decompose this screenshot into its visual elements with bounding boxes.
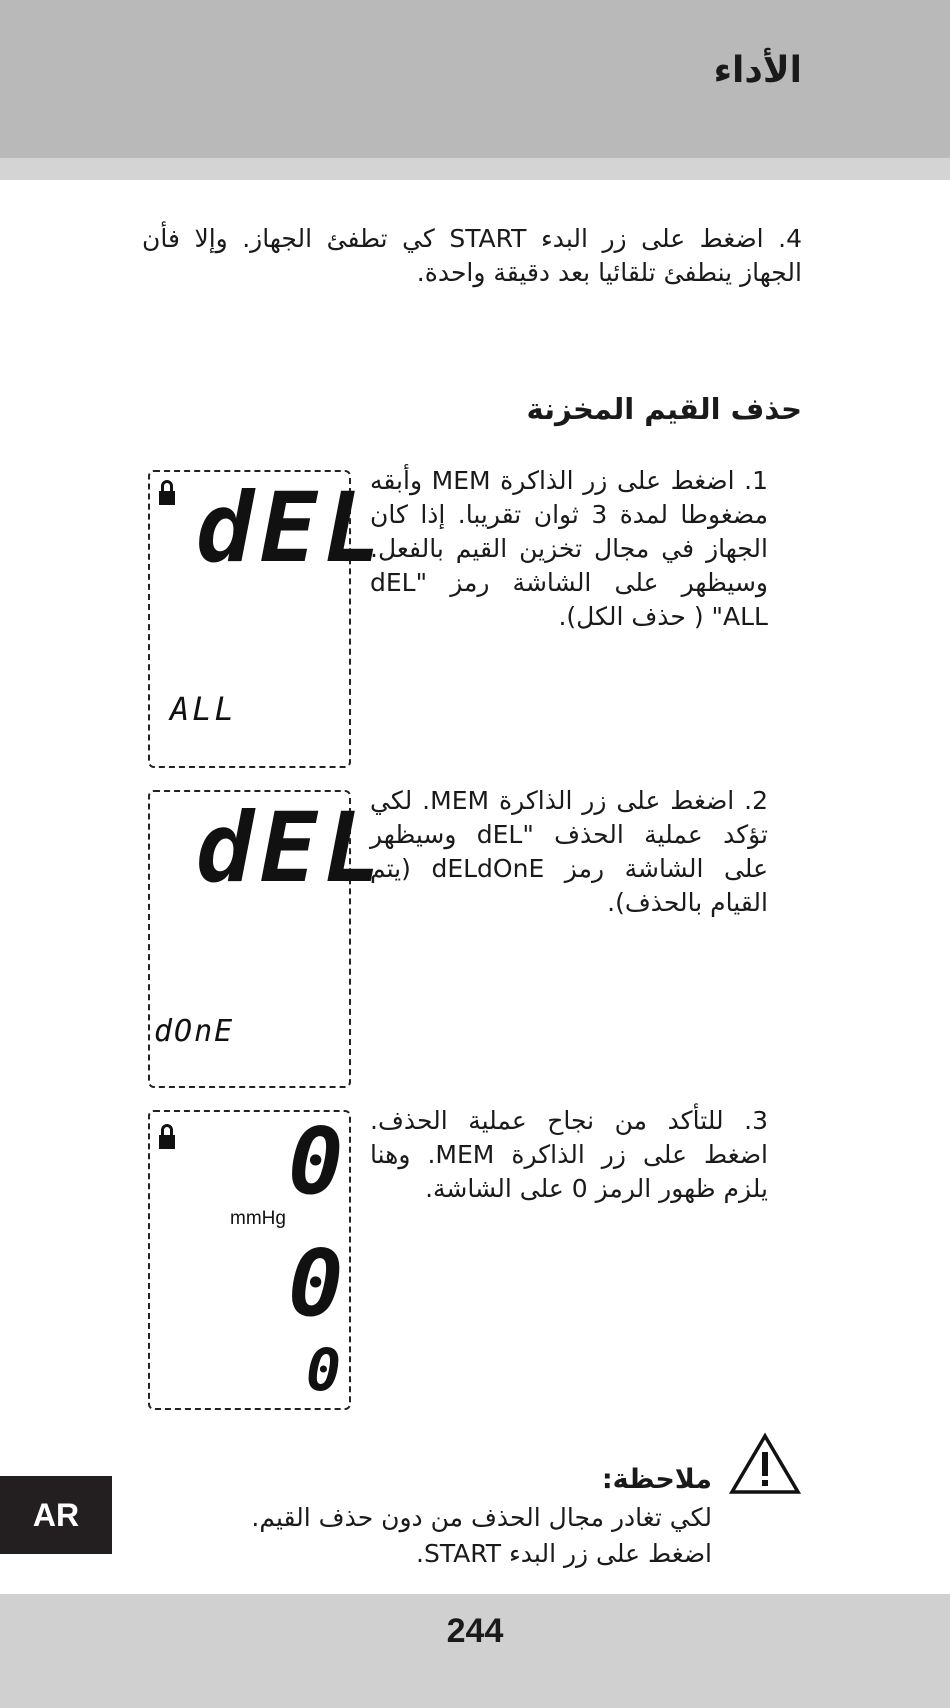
lock-icon <box>159 1124 175 1149</box>
lcd-display-2 <box>148 790 388 1088</box>
intro-step: 4. اضغط على زر البدء START كي تطفئ الجهاز. وإلا فأن الجهاز ينطفئ تلقائيا بعد دقيقة واحدة. <box>142 224 802 287</box>
lock-icon <box>159 480 175 505</box>
header-band <box>0 0 950 158</box>
note-line-2: اضغط على زر البدء START. <box>416 1539 712 1568</box>
lcd-display-3 <box>148 1110 351 1410</box>
lcd-sub-text: dOnE <box>154 1014 235 1049</box>
step-3-text: 3. للتأكد من نجاح عملية الحذف. اضغط على زر الذاكرة MEM. وهنا يلزم ظهور الرمز 0 على الشاشة. <box>370 1106 768 1203</box>
page-number: 244 <box>446 1612 504 1650</box>
language-tab: AR <box>0 1476 112 1554</box>
lcd-sub-text: ALL <box>170 690 237 728</box>
step-1-text: 1. اضغط على زر الذاكرة MEM وأبقه مضغوطا لمدة 3 ثوان تقريبا. إذا كان الجهاز في مجال تخزين القيم بالفعل. وسيظهر على الشاشة رمز "dEL ALL" ( حذف الكل). <box>370 466 768 631</box>
lcd-main-text: dEL <box>196 472 388 584</box>
lcd-display-1 <box>148 470 388 768</box>
lcd-main-text: dEL <box>196 792 388 904</box>
note-title: ملاحظة: <box>601 1464 712 1495</box>
lcd-reading-top: 0 <box>288 1108 344 1215</box>
section-title: حذف القيم المخزنة <box>526 392 802 426</box>
header-strip <box>0 158 950 180</box>
lcd-reading-bottom: 0 <box>306 1336 341 1404</box>
lcd-unit-label: mmHg <box>230 1208 286 1229</box>
note-text <box>192 1500 712 1572</box>
warning-triangle-icon <box>728 1432 802 1496</box>
lcd-reading-middle: 0 <box>288 1230 344 1337</box>
note-line-1: لكي تغادر مجال الحذف من دون حذف القيم. <box>251 1503 712 1532</box>
page-title: الأداء <box>713 50 802 91</box>
step-2-text: 2. اضغط على زر الذاكرة MEM. لكي تؤكد عملية الحذف "dEL وسيظهر على الشاشة رمز dELdOnE (يتم القيام بالحذف). <box>370 786 769 917</box>
